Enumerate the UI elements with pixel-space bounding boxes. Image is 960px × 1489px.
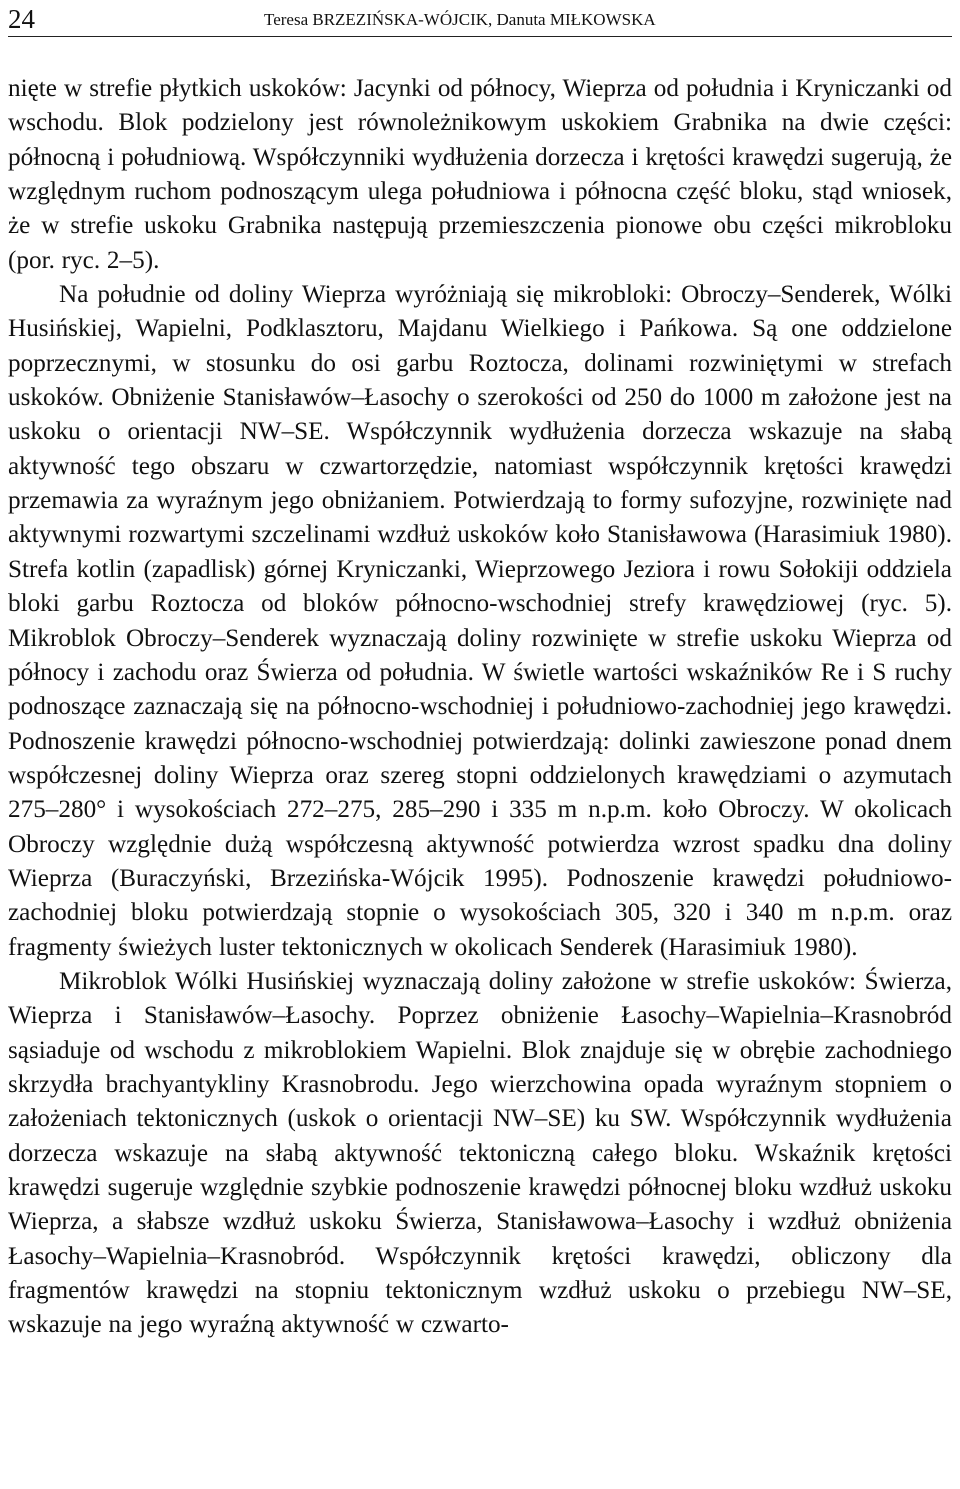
paragraph: nięte w strefie płytkich uskoków: Jacynki od północy, Wieprza od południa i Kryniczanki od wschodu. Blok podzielony jest równoleżnikowym uskokiem Grabnika na dwie części: północną i południową. Współczynniki wydłużenia dorzecza i krętości krawędzi sugerują, że względnym ruchom podnoszącym ulega południowa i północna część bloku, stąd wniosek, że w strefie uskoku Grabnika następują przemieszczenia pionowe obu części mikrobloku (por. ryc. 2–5).	[8, 75, 952, 274]
paragraph: Na południe od doliny Wieprza wyróżniają się mikrobloki: Obroczy–Senderek, Wólki Husińskiej, Wapielni, Podklasztoru, Majdanu Wielkiego i Pańkowa. Są one oddzielone poprzecznymi, w stosunku do osi garbu Roztocza, dolinami rozwiniętymi w strefach uskoków. Obniżenie Stanisławów–Łasochy o szerokości od 250 do 1000 m założone jest na uskoku o orientacji NW–SE. Współczynnik wydłużenia dorzecza wskazuje na słabą aktywność tego obszaru w czwartorzędzie, natomiast współczynnik krętości krawędzi przemawia za wyraźnym jego obniżaniem. Potwierdzają to formy sufozyjne, rozwinięte nad aktywnymi rozwartymi szczelinami wzdłuż uskoków koło Stanisławowa (Harasimiuk 1980). Strefa kotlin (zapadlisk) górnej Kryniczanki, Wieprzowego Jeziora i rowu Sołokiji oddziela bloki garbu Roztocza od bloków północno-wschodniej strefy krawędziowej (ryc. 5). Mikroblok Obroczy–Senderek wyznaczają doliny rozwinięte w strefie uskoku Wieprza od północy i zachodu oraz Świerza od południa. W świetle wartości wskaźników Re i S ruchy podnoszące zaznaczają się na północno-wschodniej i południowo-zachodniej jego krawędzi. Podnoszenie krawędzi północno-wschodniej potwierdzają: dolinki zawieszone ponad dnem współczesnej doliny Wieprza oraz szereg stopni oddzielonych krawędziami o azymutach 275–280° i wysokościach 272–275, 285–290 i 335 m n.p.m. koło Obroczy. W okolicach Obroczy względnie dużą współczesną aktywność potwierdza wzrost spadku dna doliny Wieprza (Buraczyński, Brzezińska-Wójcik 1995). Podnoszenie krawędzi południowo-zachodniej bloku potwierdzają stopnie o wysokościach 305, 320 i 340 m n.p.m. oraz fragmenty świeżych luster tektonicznych w okolicach Senderek (Harasimiuk 1980).	[8, 281, 952, 961]
running-head: Teresa BRZEZIŃSKA-WÓJCIK, Danuta MIŁKOWSKA	[264, 10, 656, 29]
body-text	[8, 72, 952, 1343]
paragraph: Mikroblok Wólki Husińskiej wyznaczają doliny założone w strefie uskoków: Świerza, Wieprza i Stanisławów–Łasochy. Poprzez obniżenie Łasochy–Wapielnia–Krasnobród sąsiaduje od wschodu z mikroblokiem Wapielni. Blok znajduje się w obrębie zachodniego skrzydła brachyantykliny Krasnobrodu. Jego wierzchowina opada wyraźnym stopniem o założeniach tektonicznych (uskok o orientacji NW–SE) ku SW. Współczynnik wydłużenia dorzecza wskazuje na słabą aktywność tektoniczną całego bloku. Wskaźnik krętości krawędzi sugeruje względnie szybkie podnoszenie krawędzi północnej bloku wzdłuż uskoku Wieprza, a słabsze wzdłuż uskoku Świerza, Stanisławowa–Łasochy i wzdłuż obniżenia Łasochy–Wapielnia–Krasnobród. Współczynnik krętości krawędzi, obliczony dla fragmentów krawędzi na stopniu tektonicznym wzdłuż uskoku o przebiegu NW–SE, wskazuje na jego wyraźną aktywność w czwarto-	[8, 967, 952, 1339]
page-header	[8, 0, 952, 37]
page-number: 24	[8, 4, 35, 34]
